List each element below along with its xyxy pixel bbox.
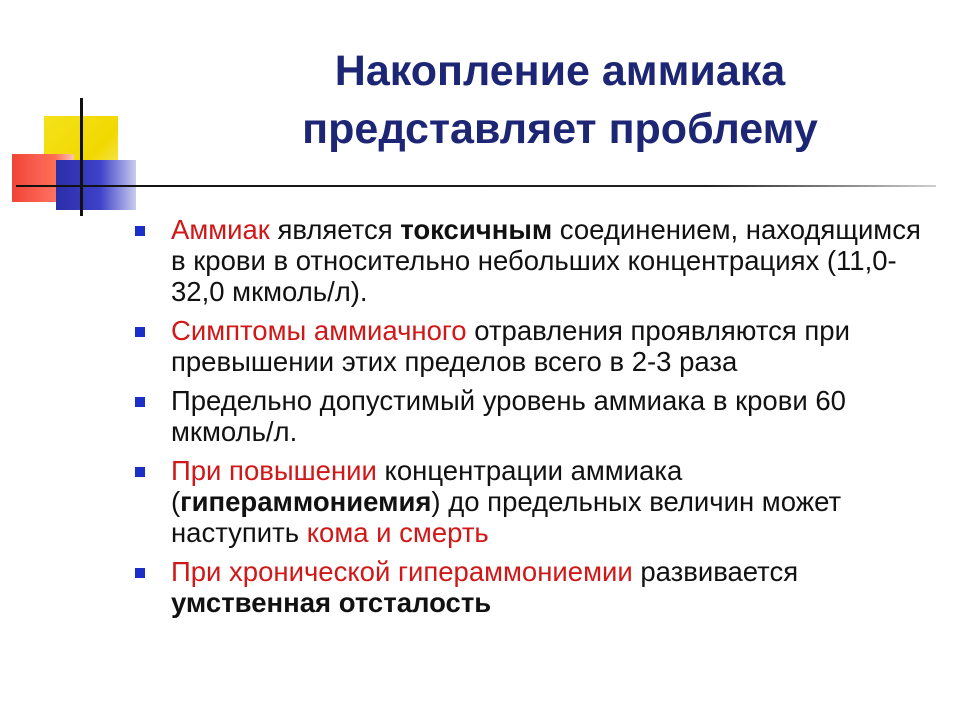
square-bullet-icon — [135, 327, 145, 337]
emphasis-text: гипераммониемия — [180, 486, 432, 517]
list-item — [131, 214, 921, 307]
emphasis-text: токсичным — [400, 214, 553, 245]
highlight-text: Симптомы аммиачного — [171, 315, 467, 346]
slide-title — [160, 42, 960, 158]
title-line-2: представляет проблему — [302, 105, 818, 153]
list-item — [131, 315, 921, 377]
body-text: отравления проявляются при превышении этих пределов всего в 2-3 раза — [171, 315, 850, 377]
square-bullet-icon — [135, 397, 145, 407]
square-bullet-icon — [135, 467, 145, 477]
highlight-text: кома и смерть — [306, 517, 489, 548]
body-text: соединением, находящимся в крови в относительно небольших концентрациях (11,0-32,0 мкмоль/л). — [171, 214, 921, 307]
square-bullet-icon — [135, 568, 145, 578]
bullet-list — [131, 214, 921, 626]
body-text: концентрации аммиака ( — [171, 455, 683, 517]
body-text: ) до предельных величин может наступить — [171, 486, 842, 548]
list-item — [131, 455, 921, 548]
highlight-text: При повышении — [171, 455, 377, 486]
vertical-line-decoration — [80, 98, 83, 216]
list-item — [131, 556, 921, 618]
body-text: Предельно допустимый уровень аммиака в крови 60 мкмоль/л. — [171, 385, 846, 447]
highlight-text: Аммиак — [171, 214, 270, 245]
highlight-text: При хронической гипераммониемии — [171, 556, 633, 587]
title-line-1: Накопление аммиака — [334, 47, 786, 95]
horizontal-divider — [16, 185, 936, 187]
square-bullet-icon — [135, 226, 145, 236]
list-item — [131, 385, 921, 447]
body-text: развивается — [632, 556, 799, 587]
emphasis-text: умственная отсталость — [171, 587, 492, 618]
body-text: является — [269, 214, 401, 245]
